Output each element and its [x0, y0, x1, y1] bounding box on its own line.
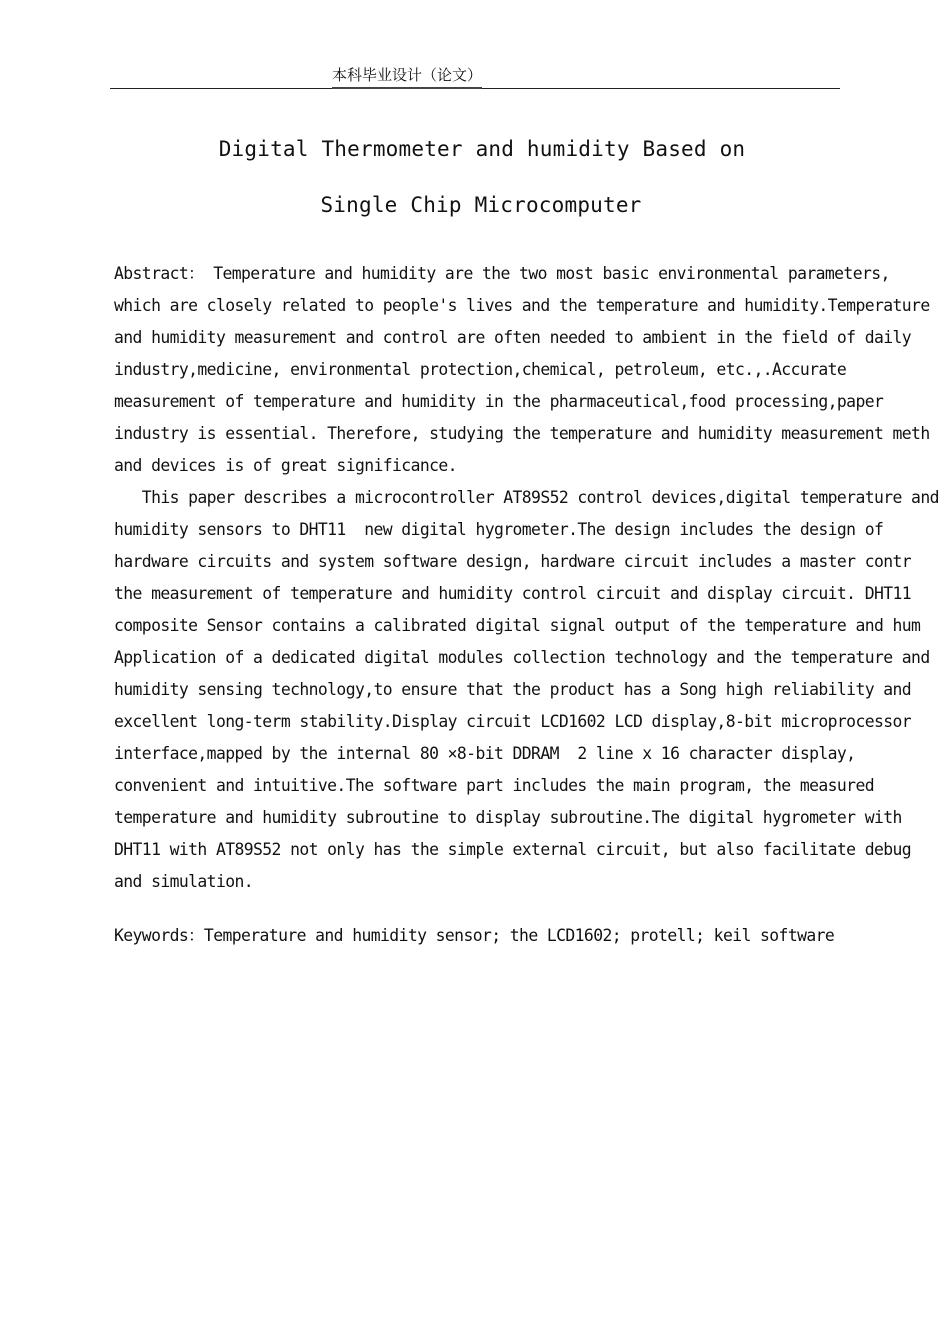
abstract-line: Abstract： Temperature and humidity are the two most basic environmental parameters,	[114, 264, 890, 283]
page-header	[110, 64, 840, 89]
paper-title-line-1: Digital Thermometer and humidity Based on	[218, 137, 746, 161]
abstract-line: the measurement of temperature and humidity control circuit and display circuit. DHT11	[114, 584, 912, 603]
abstract-line: and devices is of great significance.	[114, 456, 457, 475]
abstract-line: industry is essential. Therefore, studying the temperature and humidity measurement meth	[114, 424, 930, 443]
abstract-line: measurement of temperature and humidity in the pharmaceutical,food processing,paper	[114, 392, 884, 411]
abstract-line: hardware circuits and system software design, hardware circuit includes a master contr	[114, 552, 912, 571]
abstract-line: and simulation.	[114, 872, 254, 891]
abstract-line: which are closely related to people's lives and the temperature and humidity.Temperature	[114, 296, 930, 315]
abstract-line: convenient and intuitive.The software part includes the main program, the measured	[114, 776, 874, 795]
abstract-line: Application of a dedicated digital modules collection technology and the temperature and	[114, 648, 930, 667]
keywords-line: Keywords：Temperature and humidity sensor; the LCD1602; protell; keil software	[114, 926, 835, 945]
abstract-line: temperature and humidity subroutine to display subroutine.The digital hygrometer with	[114, 808, 902, 827]
abstract-line: excellent long-term stability.Display circuit LCD1602 LCD display,8-bit microprocessor	[114, 712, 912, 731]
abstract-block	[114, 258, 950, 898]
abstract-line: composite Sensor contains a calibrated digital signal output of the temperature and hum	[114, 616, 921, 635]
header-title: 本科毕业设计（论文）	[332, 64, 482, 89]
abstract-line: and humidity measurement and control are often needed to ambient in the field of daily	[114, 328, 912, 347]
abstract-line: humidity sensors to DHT11 new digital hygrometer.The design includes the design of	[114, 520, 884, 539]
abstract-line: This paper describes a microcontroller AT89S52 control devices,digital temperature and	[114, 488, 939, 507]
paper-title-line-2: Single Chip Microcomputer	[320, 193, 642, 217]
abstract-line: humidity sensing technology,to ensure that the product has a Song high reliability and	[114, 680, 912, 699]
abstract-line: interface,mapped by the internal 80 ×8-bit DDRAM 2 line x 16 character display,	[114, 744, 856, 763]
abstract-line: DHT11 with AT89S52 not only has the simple external circuit, but also facilitate debug	[114, 840, 912, 859]
abstract-line: industry,medicine, environmental protection,chemical, petroleum, etc.,.Accurate	[114, 360, 847, 379]
